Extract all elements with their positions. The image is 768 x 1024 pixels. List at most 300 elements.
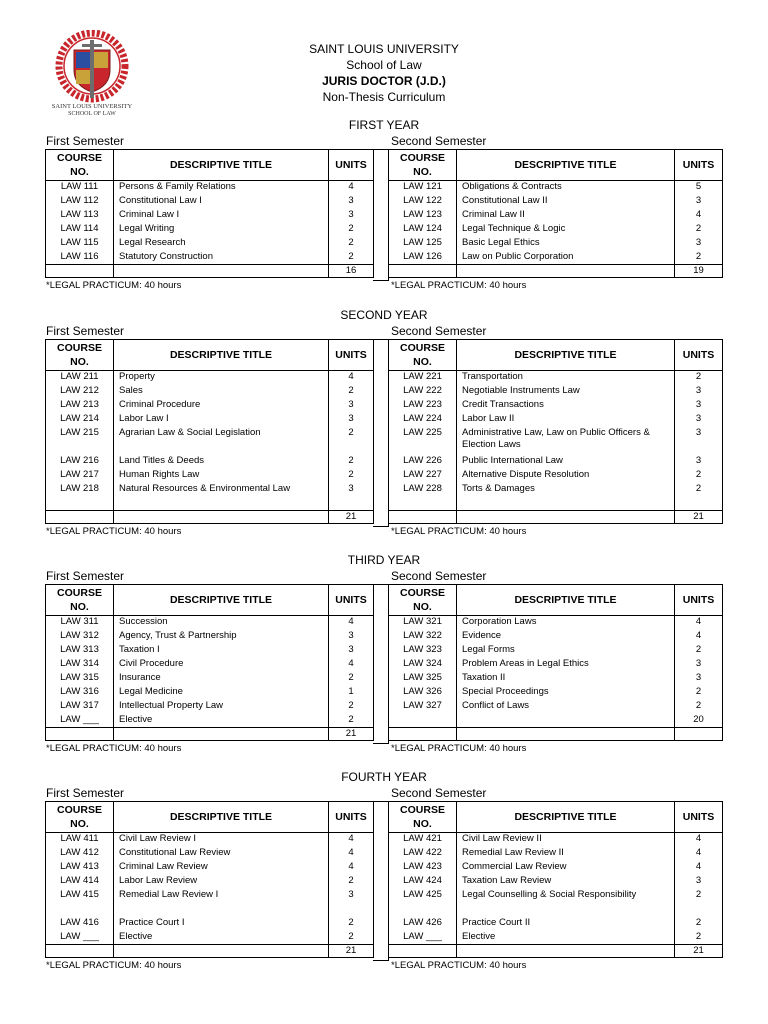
course-units: 3 (329, 209, 374, 223)
course-title: Legal Forms (457, 644, 675, 658)
course-title: Legal Research (114, 237, 329, 251)
course-no-header: COURSE NO. (46, 340, 114, 371)
course-title: Remedial Law Review I (114, 889, 329, 917)
course-units: 2 (329, 237, 374, 251)
course-units: 2 (675, 917, 723, 931)
course-no: LAW 224 (389, 413, 457, 427)
course-title: Elective (114, 714, 329, 728)
course-title: Labor Law I (114, 413, 329, 427)
course-title: Criminal Procedure (114, 399, 329, 413)
course-row (46, 181, 374, 195)
separator-column (373, 149, 389, 281)
course-units: 2 (675, 644, 723, 658)
course-title: Elective (114, 931, 329, 945)
course-title: Land Titles & Deeds (114, 455, 329, 469)
logo-caption-1: SAINT LOUIS UNIVERSITY (51, 103, 133, 110)
course-no: LAW 424 (389, 875, 457, 889)
course-row (389, 413, 723, 427)
course-no-header: COURSE NO. (389, 585, 457, 616)
course-no: LAW 316 (46, 686, 114, 700)
course-no: LAW 221 (389, 371, 457, 385)
course-title: Natural Resources & Environmental Law (114, 483, 329, 511)
course-units: 3 (675, 237, 723, 251)
year-title: FIRST YEAR (348, 118, 420, 132)
course-units: 3 (675, 195, 723, 209)
course-row (389, 917, 723, 931)
semester-tables (0, 801, 768, 959)
course-units: 2 (675, 223, 723, 237)
course-row (46, 455, 374, 469)
course-units: 2 (675, 251, 723, 265)
course-no: LAW 114 (46, 223, 114, 237)
second-semester-table (388, 149, 723, 278)
course-row (46, 847, 374, 861)
total-blank (389, 945, 457, 958)
course-title: Statutory Construction (114, 251, 329, 265)
course-title: Administrative Law, Law on Public Officers & Election Laws (457, 427, 675, 455)
course-units: 5 (675, 181, 723, 195)
course-units: 3 (329, 644, 374, 658)
course-units: 3 (329, 483, 374, 511)
course-row (389, 195, 723, 209)
course-row (46, 658, 374, 672)
course-row (389, 644, 723, 658)
course-no: LAW 123 (389, 209, 457, 223)
units-header: UNITS (675, 585, 723, 616)
course-units: 2 (329, 455, 374, 469)
units-header: UNITS (329, 802, 374, 833)
course-title: Practice Court I (114, 917, 329, 931)
course-row (46, 917, 374, 931)
course-units: 4 (329, 847, 374, 861)
course-row (389, 861, 723, 875)
course-row (46, 385, 374, 399)
course-no: LAW 217 (46, 469, 114, 483)
course-no-header: COURSE NO. (389, 802, 457, 833)
course-title: Obligations & Contracts (457, 181, 675, 195)
total-row (46, 511, 374, 524)
curriculum-name: Non-Thesis Curriculum (322, 90, 446, 104)
course-row (389, 483, 723, 511)
title-header: DESCRIPTIVE TITLE (457, 802, 675, 833)
course-title: Transportation (457, 371, 675, 385)
course-title: Civil Law Review I (114, 833, 329, 847)
year-title: THIRD YEAR (347, 553, 421, 567)
course-no: LAW 426 (389, 917, 457, 931)
first-semester-label: First Semester (46, 569, 125, 583)
semester-labels (0, 568, 768, 584)
course-units: 2 (675, 700, 723, 714)
course-units: 4 (329, 833, 374, 847)
course-units: 2 (329, 672, 374, 686)
course-units: 4 (329, 181, 374, 195)
course-title: Criminal Law I (114, 209, 329, 223)
course-row (389, 616, 723, 630)
course-title: Constitutional Law I (114, 195, 329, 209)
first-semester-table (45, 584, 374, 741)
course-units: 2 (329, 714, 374, 728)
total-units: 21 (329, 728, 374, 741)
course-no: LAW 228 (389, 483, 457, 511)
course-units: 4 (675, 861, 723, 875)
course-row (389, 658, 723, 672)
course-no: LAW 315 (46, 672, 114, 686)
course-title: Human Rights Law (114, 469, 329, 483)
course-title: Intellectual Property Law (114, 700, 329, 714)
course-no: LAW 214 (46, 413, 114, 427)
course-no: LAW 327 (389, 700, 457, 714)
course-no: LAW 413 (46, 861, 114, 875)
course-title: Insurance (114, 672, 329, 686)
total-units: 16 (329, 265, 374, 278)
course-row (46, 616, 374, 630)
course-row (389, 847, 723, 861)
course-row (46, 469, 374, 483)
semester-tables (0, 149, 768, 279)
course-no: LAW 411 (46, 833, 114, 847)
total-row (389, 511, 723, 524)
course-title: Torts & Damages (457, 483, 675, 511)
course-no: LAW 322 (389, 630, 457, 644)
course-no-header: COURSE NO. (46, 802, 114, 833)
course-units: 3 (675, 413, 723, 427)
course-no-header: COURSE NO. (46, 150, 114, 181)
course-row (389, 700, 723, 714)
course-units: 4 (329, 658, 374, 672)
total-units: 21 (329, 945, 374, 958)
separator-column (373, 801, 389, 961)
course-units: 3 (675, 455, 723, 469)
course-units: 2 (329, 251, 374, 265)
course-no: LAW 216 (46, 455, 114, 469)
total-units: 21 (329, 511, 374, 524)
course-units: 2 (329, 469, 374, 483)
semester-labels (0, 323, 768, 339)
course-title: Taxation Law Review (457, 875, 675, 889)
practicum-note: *LEGAL PRACTICUM: 40 hours (46, 280, 182, 291)
total-blank (46, 945, 114, 958)
course-title: Labor Law II (457, 413, 675, 427)
course-row (46, 427, 374, 455)
course-units: 4 (675, 630, 723, 644)
year-section (0, 552, 768, 754)
course-row (389, 371, 723, 385)
course-no: LAW 326 (389, 686, 457, 700)
course-no: LAW 122 (389, 195, 457, 209)
course-row (389, 455, 723, 469)
total-blank (114, 265, 329, 278)
course-no: LAW 414 (46, 875, 114, 889)
course-units: 3 (329, 413, 374, 427)
course-no: LAW 125 (389, 237, 457, 251)
course-no: LAW 115 (46, 237, 114, 251)
course-no: LAW 311 (46, 616, 114, 630)
course-units: 3 (675, 875, 723, 889)
course-row (46, 889, 374, 917)
course-row (46, 237, 374, 251)
course-row (389, 181, 723, 195)
course-no: LAW 213 (46, 399, 114, 413)
course-no: LAW 425 (389, 889, 457, 917)
year-title: SECOND YEAR (340, 308, 428, 322)
course-no-header: COURSE NO. (46, 585, 114, 616)
school-name: School of Law (346, 58, 422, 72)
course-no-header: COURSE NO. (389, 150, 457, 181)
course-row (46, 630, 374, 644)
course-row (389, 672, 723, 686)
course-units: 2 (675, 469, 723, 483)
total-blank (389, 265, 457, 278)
course-row (389, 209, 723, 223)
course-row (46, 195, 374, 209)
semester-labels (0, 133, 768, 149)
units-header: UNITS (675, 150, 723, 181)
course-no: LAW 211 (46, 371, 114, 385)
course-units: 3 (329, 630, 374, 644)
course-title: Remedial Law Review II (457, 847, 675, 861)
course-no: LAW 218 (46, 483, 114, 511)
separator-column (373, 339, 389, 527)
total-blank (46, 728, 114, 741)
course-row (46, 371, 374, 385)
course-no: LAW 324 (389, 658, 457, 672)
course-no: LAW 421 (389, 833, 457, 847)
units-header: UNITS (675, 802, 723, 833)
course-title: Agency, Trust & Partnership (114, 630, 329, 644)
course-title: Elective (457, 931, 675, 945)
course-row (389, 469, 723, 483)
total-row (46, 265, 374, 278)
course-no: LAW 313 (46, 644, 114, 658)
course-title: Negotiable Instruments Law (457, 385, 675, 399)
second-semester-label: Second Semester (391, 786, 487, 800)
course-row (46, 931, 374, 945)
course-title: Credit Transactions (457, 399, 675, 413)
course-title: Alternative Dispute Resolution (457, 469, 675, 483)
course-row (46, 483, 374, 511)
course-row (46, 223, 374, 237)
course-title: Evidence (457, 630, 675, 644)
total-blank (46, 265, 114, 278)
course-no: LAW 227 (389, 469, 457, 483)
first-semester-table (45, 149, 374, 278)
course-row (46, 399, 374, 413)
separator-column (373, 584, 389, 744)
course-title: Conflict of Laws (457, 700, 675, 714)
course-title (457, 714, 675, 728)
course-units: 2 (329, 875, 374, 889)
course-row (389, 889, 723, 917)
course-row (46, 209, 374, 223)
course-units: 3 (675, 672, 723, 686)
course-units: 2 (675, 931, 723, 945)
semester-tables (0, 339, 768, 525)
units-header: UNITS (329, 585, 374, 616)
course-row (389, 399, 723, 413)
course-title: Labor Law Review (114, 875, 329, 889)
course-units: 4 (329, 371, 374, 385)
course-row (389, 237, 723, 251)
course-title: Legal Technique & Logic (457, 223, 675, 237)
course-no: LAW 112 (46, 195, 114, 209)
practicum-note: *LEGAL PRACTICUM: 40 hours (391, 280, 527, 291)
course-row (46, 672, 374, 686)
total-blank (457, 945, 675, 958)
course-units: 3 (675, 427, 723, 455)
first-semester-label: First Semester (46, 786, 125, 800)
course-units: 4 (329, 616, 374, 630)
title-header: DESCRIPTIVE TITLE (114, 585, 329, 616)
course-no: LAW 312 (46, 630, 114, 644)
university-name: SAINT LOUIS UNIVERSITY (309, 42, 459, 56)
practicum-note: *LEGAL PRACTICUM: 40 hours (391, 960, 527, 971)
course-units: 3 (675, 658, 723, 672)
course-no: LAW 223 (389, 399, 457, 413)
title-header: DESCRIPTIVE TITLE (457, 585, 675, 616)
course-title: Property (114, 371, 329, 385)
course-no: LAW 212 (46, 385, 114, 399)
course-title: Legal Counselling & Social Responsibility (457, 889, 675, 917)
total-blank (457, 265, 675, 278)
course-units: 20 (675, 714, 723, 728)
total-blank (114, 945, 329, 958)
course-no: LAW 121 (389, 181, 457, 195)
course-row (46, 700, 374, 714)
units-header: UNITS (675, 340, 723, 371)
course-row (389, 931, 723, 945)
semester-labels (0, 785, 768, 801)
course-no: LAW 325 (389, 672, 457, 686)
course-row (389, 714, 723, 728)
course-row (46, 714, 374, 728)
second-semester-table (388, 584, 723, 741)
year-section (0, 307, 768, 537)
course-units: 2 (675, 889, 723, 917)
course-no: LAW 124 (389, 223, 457, 237)
course-units: 2 (675, 371, 723, 385)
units-header: UNITS (329, 340, 374, 371)
course-units: 4 (675, 833, 723, 847)
course-row (46, 686, 374, 700)
second-semester-table (388, 801, 723, 958)
course-title: Commercial Law Review (457, 861, 675, 875)
course-units: 2 (675, 686, 723, 700)
total-blank (389, 511, 457, 524)
course-title: Law on Public Corporation (457, 251, 675, 265)
course-row (389, 875, 723, 889)
course-units: 2 (329, 700, 374, 714)
course-units: 2 (329, 931, 374, 945)
course-title: Civil Procedure (114, 658, 329, 672)
total-row (46, 945, 374, 958)
year-section (0, 117, 768, 291)
total-blank (114, 511, 329, 524)
course-title: Agrarian Law & Social Legislation (114, 427, 329, 455)
course-no: LAW 321 (389, 616, 457, 630)
course-no: LAW 422 (389, 847, 457, 861)
total-blank (46, 511, 114, 524)
course-units: 2 (329, 427, 374, 455)
total-row (389, 945, 723, 958)
course-row (389, 385, 723, 399)
course-no: LAW 116 (46, 251, 114, 265)
total-blank (457, 511, 675, 524)
course-no: LAW ___ (389, 931, 457, 945)
course-units: 4 (675, 209, 723, 223)
second-semester-table (388, 339, 723, 524)
semester-tables (0, 584, 768, 742)
logo-caption-2: SCHOOL OF LAW (68, 111, 116, 117)
document-header (0, 41, 768, 105)
course-row (389, 427, 723, 455)
course-row (389, 630, 723, 644)
course-title: Legal Medicine (114, 686, 329, 700)
course-units: 3 (329, 399, 374, 413)
course-units: 3 (675, 385, 723, 399)
title-header: DESCRIPTIVE TITLE (457, 340, 675, 371)
total-units: 21 (675, 511, 723, 524)
first-semester-table (45, 339, 374, 524)
total-units: 21 (675, 945, 723, 958)
course-no: LAW 111 (46, 181, 114, 195)
course-title: Civil Law Review II (457, 833, 675, 847)
course-no: LAW 314 (46, 658, 114, 672)
course-title: Criminal Law Review (114, 861, 329, 875)
year-section (0, 769, 768, 971)
course-no: LAW 317 (46, 700, 114, 714)
first-semester-table (45, 801, 374, 958)
course-units: 3 (675, 399, 723, 413)
first-semester-label: First Semester (46, 134, 125, 148)
title-header: DESCRIPTIVE TITLE (114, 150, 329, 181)
course-units: 2 (329, 917, 374, 931)
course-title: Constitutional Law Review (114, 847, 329, 861)
course-no: LAW 113 (46, 209, 114, 223)
total-row (389, 728, 723, 741)
course-title: Succession (114, 616, 329, 630)
title-header: DESCRIPTIVE TITLE (114, 340, 329, 371)
course-no: LAW 126 (389, 251, 457, 265)
course-row (389, 686, 723, 700)
course-no (389, 714, 457, 728)
course-no: LAW 415 (46, 889, 114, 917)
course-no: LAW 423 (389, 861, 457, 875)
course-title: Problem Areas in Legal Ethics (457, 658, 675, 672)
units-header: UNITS (329, 150, 374, 181)
total-blank (457, 728, 675, 741)
practicum-note: *LEGAL PRACTICUM: 40 hours (46, 743, 182, 754)
second-semester-label: Second Semester (391, 134, 487, 148)
total-blank (114, 728, 329, 741)
practicum-note: *LEGAL PRACTICUM: 40 hours (391, 743, 527, 754)
course-title: Criminal Law II (457, 209, 675, 223)
practicum-note: *LEGAL PRACTICUM: 40 hours (46, 526, 182, 537)
total-row (46, 728, 374, 741)
course-units: 4 (675, 616, 723, 630)
course-row (46, 861, 374, 875)
title-header: DESCRIPTIVE TITLE (114, 802, 329, 833)
course-row (389, 833, 723, 847)
course-title: Taxation I (114, 644, 329, 658)
course-no: LAW 222 (389, 385, 457, 399)
total-blank (389, 728, 457, 741)
course-title: Public International Law (457, 455, 675, 469)
course-no: LAW 323 (389, 644, 457, 658)
course-no: LAW 416 (46, 917, 114, 931)
course-row (46, 644, 374, 658)
course-row (46, 875, 374, 889)
course-title: Basic Legal Ethics (457, 237, 675, 251)
